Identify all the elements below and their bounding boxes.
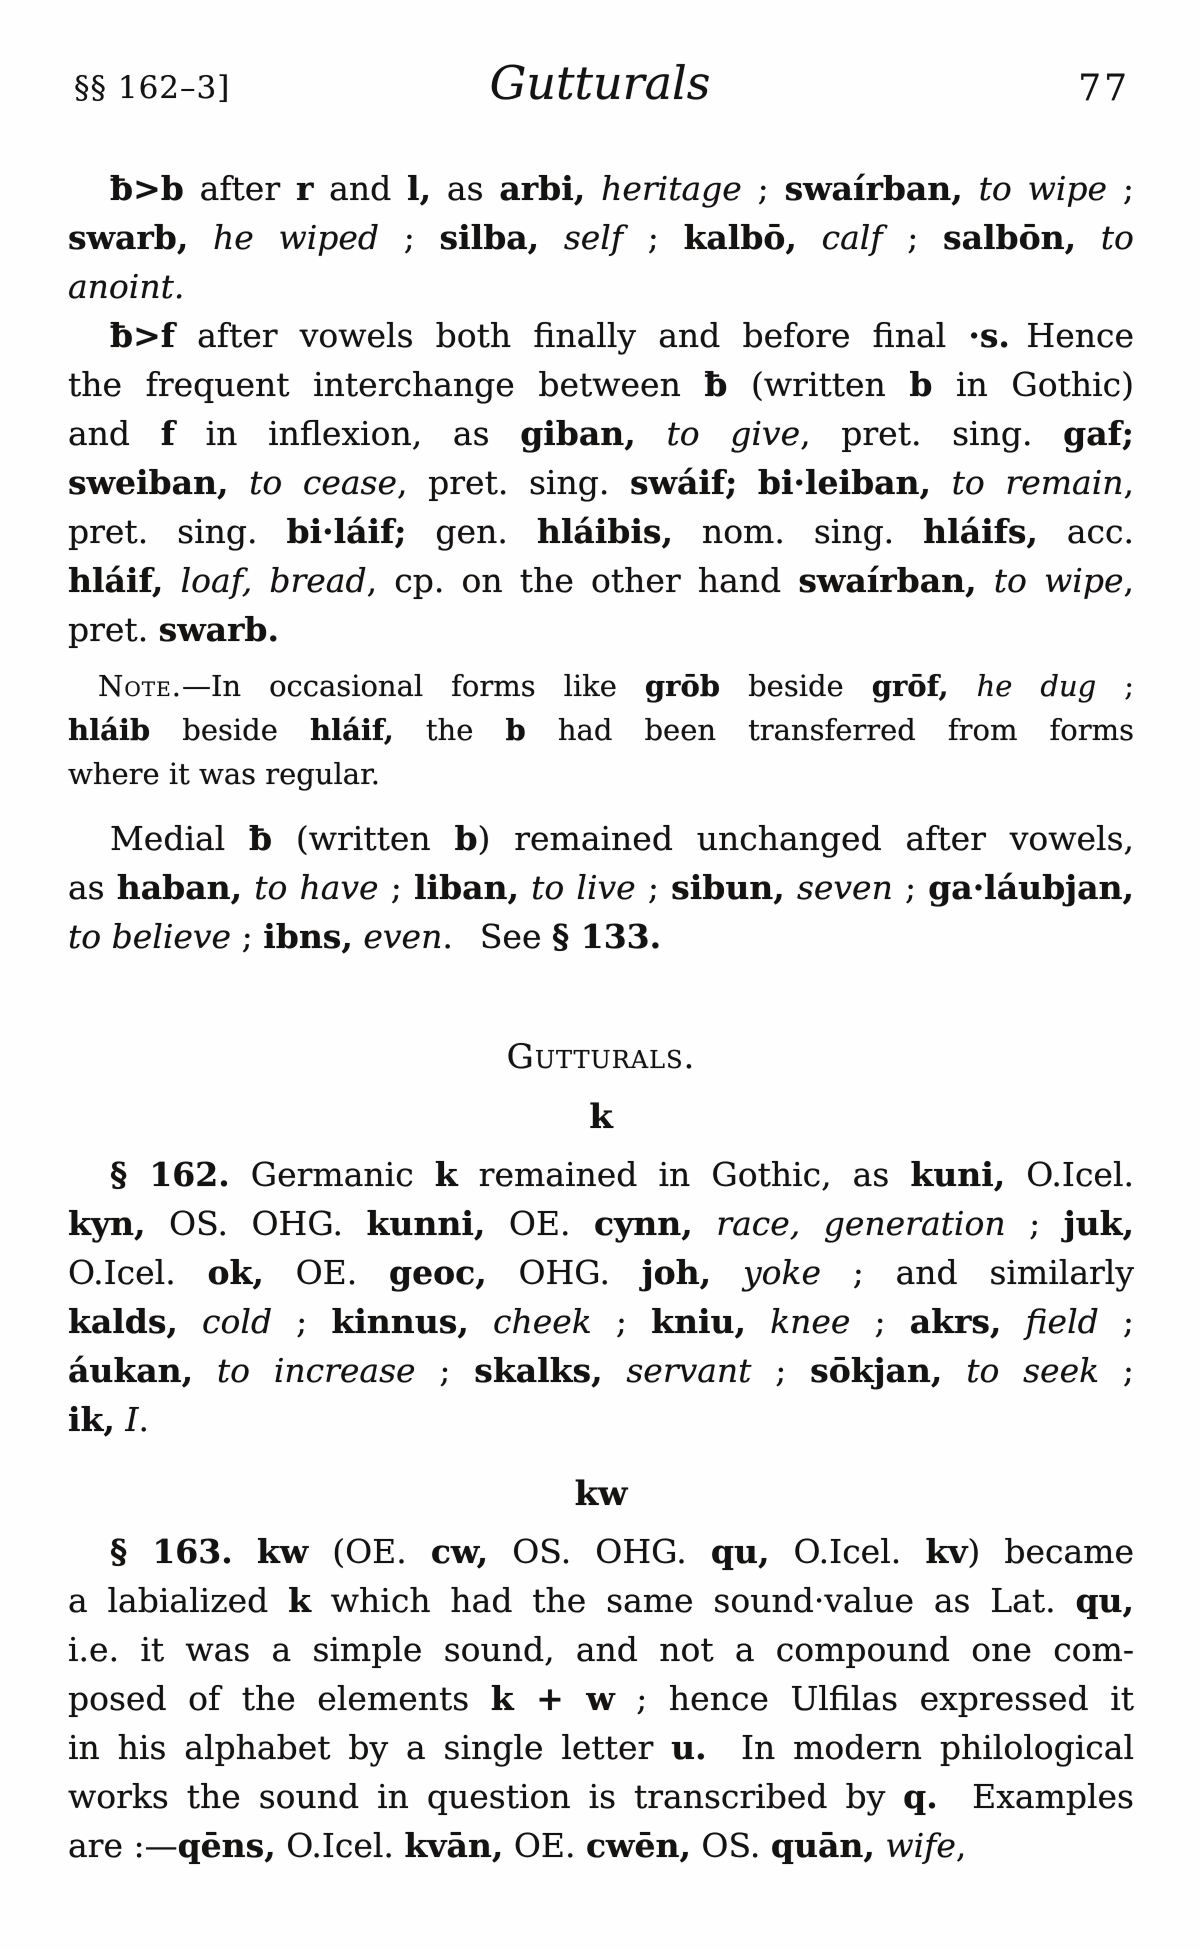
text-segment: posed of the elements bbox=[68, 1679, 491, 1718]
text-segment: beside bbox=[150, 713, 310, 747]
text-segment: ; bbox=[378, 868, 414, 907]
text-segment: ; bbox=[591, 1302, 652, 1341]
text-segment: OS. OHG. bbox=[145, 1204, 367, 1243]
text-segment: juk, bbox=[1063, 1204, 1134, 1243]
text-segment: b bbox=[505, 713, 526, 747]
text-segment: after bbox=[183, 169, 296, 208]
text-segment: ; bbox=[635, 868, 672, 907]
text-segment bbox=[242, 868, 254, 907]
text-segment: skalks, bbox=[474, 1351, 603, 1390]
text-line bbox=[68, 1033, 1134, 1082]
text-segment: nom. sing. bbox=[672, 512, 924, 551]
text-segment bbox=[737, 463, 758, 502]
text-segment: OE. bbox=[485, 1204, 595, 1243]
text-segment: hláib bbox=[68, 713, 151, 747]
page-header bbox=[0, 56, 1200, 114]
text-segment: to believe bbox=[68, 917, 232, 956]
text-segment: ; bbox=[741, 169, 785, 208]
text-segment bbox=[603, 1351, 627, 1390]
text-line bbox=[68, 1297, 1134, 1346]
text-segment: ; bbox=[751, 1351, 811, 1390]
text-segment: swáif; bbox=[629, 463, 738, 502]
text-line bbox=[68, 814, 1134, 863]
paragraph-163 bbox=[68, 1527, 1134, 1870]
text-segment: sweiban, bbox=[68, 463, 229, 502]
text-segment: ; hence Ulfilas expressed it bbox=[614, 1679, 1135, 1718]
text-segment bbox=[228, 463, 249, 502]
text-segment: ; bbox=[415, 1351, 475, 1390]
text-segment: to increase bbox=[216, 1351, 416, 1390]
text-segment: acc. bbox=[1037, 512, 1135, 551]
text-line bbox=[68, 1470, 1134, 1519]
text-segment: as bbox=[68, 868, 117, 907]
text-segment: O.Icel. bbox=[68, 1253, 208, 1292]
text-segment: calf bbox=[821, 218, 883, 257]
section-heading-gutturals bbox=[68, 1033, 1134, 1082]
text-segment bbox=[1076, 218, 1101, 257]
text-segment bbox=[949, 669, 977, 703]
text-segment: , pret. sing. bbox=[397, 463, 630, 502]
text-segment: ; bbox=[892, 868, 929, 907]
text-segment: joh, bbox=[641, 1253, 712, 1292]
text-segment: arbi, bbox=[499, 169, 586, 208]
text-segment: pret. sing. bbox=[68, 512, 287, 551]
text-segment bbox=[519, 868, 531, 907]
text-line bbox=[68, 262, 1134, 311]
text-segment: kalbō, bbox=[683, 218, 797, 257]
text-segment: field bbox=[1025, 1302, 1099, 1341]
text-segment: . bbox=[138, 1400, 149, 1439]
text-segment: Germanic bbox=[229, 1155, 435, 1194]
text-line bbox=[68, 556, 1134, 605]
text-segment: cwēn, bbox=[585, 1826, 691, 1865]
text-line bbox=[68, 1772, 1134, 1821]
text-segment: ga·láubjan, bbox=[928, 868, 1134, 907]
text-segment: yoke bbox=[742, 1253, 821, 1292]
text-line bbox=[68, 1150, 1134, 1199]
text-segment: ; bbox=[1096, 669, 1135, 703]
text-segment: sibun, bbox=[671, 868, 785, 907]
text-line bbox=[68, 164, 1134, 213]
text-segment: hláibis, bbox=[536, 512, 673, 551]
text-line bbox=[68, 708, 1134, 752]
text-segment: kw bbox=[574, 1474, 628, 1514]
text-segment: ƀ bbox=[704, 365, 728, 404]
text-segment: a labialized bbox=[68, 1581, 289, 1620]
text-segment: akrs, bbox=[909, 1302, 1002, 1341]
text-segment: ; bbox=[379, 218, 440, 257]
text-segment: kvān, bbox=[404, 1826, 504, 1865]
text-segment bbox=[193, 1351, 217, 1390]
text-segment: ; bbox=[623, 218, 684, 257]
text-line bbox=[68, 1821, 1134, 1870]
text-segment: O.Icel. bbox=[275, 1826, 405, 1865]
text-segment: cold bbox=[202, 1302, 273, 1341]
text-segment: anoint. bbox=[68, 267, 185, 306]
text-segment: and bbox=[313, 169, 408, 208]
text-segment: to bbox=[1100, 218, 1134, 257]
text-segment: OHG. bbox=[486, 1253, 642, 1292]
text-segment: qēns, bbox=[177, 1826, 276, 1865]
text-line bbox=[68, 507, 1134, 556]
text-segment: bi·leiban, bbox=[757, 463, 932, 502]
text-segment: ) remained unchanged after vowels, bbox=[477, 819, 1135, 858]
text-segment bbox=[188, 218, 213, 257]
page-content bbox=[0, 164, 1200, 1870]
subheading-kw bbox=[68, 1470, 1134, 1519]
text-segment: k bbox=[589, 1097, 613, 1137]
text-segment: grōf, bbox=[871, 669, 949, 703]
text-segment bbox=[693, 1204, 717, 1243]
text-segment bbox=[178, 1302, 202, 1341]
text-segment: bi·láif; bbox=[286, 512, 407, 551]
text-line bbox=[68, 213, 1134, 262]
text-segment: Note. bbox=[98, 669, 182, 703]
text-segment: heritage bbox=[601, 169, 742, 208]
text-segment bbox=[875, 1826, 886, 1865]
text-segment: loaf, bread bbox=[180, 561, 367, 600]
text-segment: l, bbox=[407, 169, 432, 208]
text-segment: swaírban, bbox=[784, 169, 963, 208]
text-segment bbox=[746, 1302, 770, 1341]
text-line bbox=[68, 1625, 1134, 1674]
text-segment: to give bbox=[666, 414, 801, 453]
text-segment: kunni, bbox=[366, 1204, 486, 1243]
text-line bbox=[68, 863, 1134, 912]
text-segment: to remain bbox=[951, 463, 1124, 502]
text-segment bbox=[115, 1400, 126, 1439]
text-segment: O.Icel. bbox=[769, 1532, 926, 1571]
text-segment: k bbox=[288, 1581, 311, 1620]
text-segment: had been transferred from forms bbox=[525, 713, 1134, 747]
text-segment: OE. bbox=[503, 1826, 586, 1865]
text-segment: kinnus, bbox=[331, 1302, 469, 1341]
text-segment: the frequent interchange between bbox=[68, 365, 705, 404]
text-segment: (OE. bbox=[308, 1532, 431, 1571]
text-segment: the bbox=[393, 713, 506, 747]
text-segment: sōkjan, bbox=[810, 1351, 943, 1390]
text-segment: (written bbox=[727, 365, 910, 404]
text-segment: Hence bbox=[1009, 316, 1134, 355]
text-segment: ·s. bbox=[968, 316, 1010, 355]
paragraph-162 bbox=[68, 1150, 1134, 1444]
text-segment: he wiped bbox=[213, 218, 380, 257]
text-segment: swaírban, bbox=[798, 561, 977, 600]
text-segment bbox=[163, 561, 180, 600]
text-segment: § 163. bbox=[110, 1532, 233, 1571]
text-segment: ƀ>b bbox=[110, 169, 184, 208]
text-segment: salbōn, bbox=[943, 218, 1077, 257]
text-segment: ; bbox=[1005, 1204, 1064, 1243]
text-segment: after vowels both finally and before final bbox=[174, 316, 969, 355]
text-segment: are :— bbox=[68, 1826, 178, 1865]
section-range: §§ 162–3] bbox=[74, 70, 231, 106]
text-segment: , cp. on the other hand bbox=[366, 561, 799, 600]
text-segment: liban, bbox=[414, 868, 520, 907]
text-segment bbox=[585, 169, 601, 208]
text-line bbox=[68, 1576, 1134, 1625]
text-segment: OE. bbox=[263, 1253, 390, 1292]
text-segment: servant bbox=[626, 1351, 752, 1390]
text-segment: in inflexion, as bbox=[174, 414, 521, 453]
text-line bbox=[68, 605, 1134, 654]
text-line bbox=[68, 311, 1134, 360]
text-segment: kw bbox=[256, 1532, 309, 1571]
text-segment: race, generation bbox=[716, 1204, 1006, 1243]
text-segment: in Gothic) bbox=[932, 365, 1134, 404]
text-segment: he dug bbox=[976, 669, 1097, 703]
text-segment: grōb bbox=[644, 669, 721, 703]
text-segment bbox=[353, 917, 364, 956]
text-segment: ; bbox=[882, 218, 944, 257]
text-segment: ok, bbox=[207, 1253, 264, 1292]
text-segment: OS. bbox=[690, 1826, 771, 1865]
text-segment: pret. bbox=[68, 610, 159, 649]
text-line bbox=[68, 752, 1134, 796]
text-segment: ; bbox=[272, 1302, 332, 1341]
text-segment: ) became bbox=[967, 1532, 1134, 1571]
text-segment: Gutturals. bbox=[506, 1037, 696, 1077]
text-segment: O.Icel. bbox=[1005, 1155, 1134, 1194]
text-segment bbox=[636, 414, 667, 453]
text-segment: kyn, bbox=[68, 1204, 146, 1243]
text-line bbox=[68, 360, 1134, 409]
text-line bbox=[68, 1199, 1134, 1248]
text-segment: I bbox=[125, 1400, 139, 1439]
text-segment: r bbox=[295, 169, 314, 208]
text-segment: even bbox=[363, 917, 443, 956]
paragraph-b-to-b bbox=[68, 164, 1134, 311]
text-segment bbox=[539, 218, 564, 257]
text-segment: ; bbox=[1107, 169, 1135, 208]
text-segment: kuni, bbox=[910, 1155, 1006, 1194]
text-segment: hláif, bbox=[309, 713, 394, 747]
text-segment: ; and similarly bbox=[820, 1253, 1134, 1292]
text-segment: in his alphabet by a single letter bbox=[68, 1728, 672, 1767]
text-segment: hláif, bbox=[68, 561, 164, 600]
text-segment bbox=[233, 1532, 257, 1571]
text-segment: ik, bbox=[68, 1400, 115, 1439]
text-segment: ƀ bbox=[249, 819, 273, 858]
text-line bbox=[68, 1395, 1134, 1444]
text-segment: u. bbox=[671, 1728, 707, 1767]
text-segment: (written bbox=[272, 819, 455, 858]
text-segment: works the sound in question is transcribed by bbox=[68, 1777, 904, 1816]
text-line bbox=[68, 409, 1134, 458]
text-segment: , pret. sing. bbox=[800, 414, 1064, 453]
text-segment: OS. OHG. bbox=[488, 1532, 711, 1571]
text-line bbox=[68, 1346, 1134, 1395]
text-line bbox=[68, 664, 1134, 708]
text-segment: Examples bbox=[937, 1777, 1134, 1816]
text-segment: haban, bbox=[116, 868, 243, 907]
text-segment: where it was regular. bbox=[68, 757, 380, 791]
text-segment: ibns, bbox=[263, 917, 353, 956]
text-segment: gen. bbox=[406, 512, 537, 551]
text-segment: silba, bbox=[439, 218, 540, 257]
text-segment: self bbox=[563, 218, 624, 257]
text-segment bbox=[931, 463, 952, 502]
text-segment: i.e. it was a simple sound, and not a compound one com- bbox=[68, 1630, 1134, 1669]
text-segment: Medial bbox=[110, 819, 250, 858]
text-segment bbox=[963, 169, 979, 208]
text-segment: wife bbox=[885, 1826, 956, 1865]
text-segment: remained in Gothic, as bbox=[457, 1155, 911, 1194]
text-segment: as bbox=[431, 169, 500, 208]
text-segment: —In occasional forms like bbox=[181, 669, 645, 703]
text-segment: kniu, bbox=[651, 1302, 746, 1341]
text-line bbox=[68, 1093, 1134, 1142]
text-segment: qu, bbox=[710, 1532, 770, 1571]
text-segment: qu, bbox=[1075, 1581, 1135, 1620]
note-paragraph bbox=[68, 664, 1134, 796]
text-segment: which had the same sound·value as Lat. bbox=[310, 1581, 1076, 1620]
text-segment: beside bbox=[720, 669, 872, 703]
text-segment: f bbox=[160, 414, 175, 453]
text-segment bbox=[469, 1302, 493, 1341]
text-segment: seven bbox=[796, 868, 893, 907]
text-segment: . See bbox=[442, 917, 552, 956]
text-segment: geoc, bbox=[389, 1253, 487, 1292]
text-line bbox=[68, 1674, 1134, 1723]
text-line bbox=[68, 1527, 1134, 1576]
text-segment: k bbox=[434, 1155, 458, 1194]
text-segment bbox=[711, 1253, 743, 1292]
paragraph-medial-b bbox=[68, 814, 1134, 961]
page-number: 77 bbox=[1078, 68, 1130, 109]
text-segment: ; bbox=[850, 1302, 910, 1341]
text-segment: to live bbox=[531, 868, 636, 907]
text-segment: and bbox=[68, 414, 161, 453]
text-segment: § 133. bbox=[551, 917, 662, 956]
text-segment: to wipe bbox=[978, 169, 1108, 208]
text-segment: to cease bbox=[249, 463, 398, 502]
text-segment bbox=[1001, 1302, 1025, 1341]
text-segment bbox=[785, 868, 797, 907]
text-segment: cheek bbox=[492, 1302, 592, 1341]
text-segment: kalds, bbox=[68, 1302, 178, 1341]
text-segment bbox=[797, 218, 822, 257]
text-segment bbox=[977, 561, 994, 600]
text-segment: giban, bbox=[520, 414, 636, 453]
text-segment: gaf; bbox=[1063, 414, 1134, 453]
text-line bbox=[68, 458, 1134, 507]
text-segment: ƀ>f bbox=[110, 316, 175, 355]
text-segment: , bbox=[955, 1826, 967, 1865]
text-segment: k + w bbox=[490, 1679, 615, 1718]
running-title: Gutturals bbox=[489, 56, 711, 110]
text-segment: kv bbox=[925, 1532, 968, 1571]
text-segment: hláifs, bbox=[923, 512, 1038, 551]
subheading-k bbox=[68, 1093, 1134, 1142]
text-segment: b bbox=[454, 819, 478, 858]
text-segment: ; bbox=[1098, 1302, 1134, 1341]
text-segment: swarb, bbox=[68, 218, 189, 257]
text-segment: swarb. bbox=[158, 610, 279, 649]
text-segment: , bbox=[1123, 561, 1134, 600]
text-segment: ; bbox=[1099, 1351, 1135, 1390]
paragraph-b-to-f bbox=[68, 311, 1134, 654]
text-line bbox=[68, 1248, 1134, 1297]
text-segment: q. bbox=[903, 1777, 938, 1816]
text-segment bbox=[942, 1351, 966, 1390]
text-segment: In modern philological bbox=[706, 1728, 1135, 1767]
text-segment: áukan, bbox=[68, 1351, 194, 1390]
text-segment: ; bbox=[231, 917, 264, 956]
text-line bbox=[68, 1723, 1134, 1772]
text-segment: cw, bbox=[430, 1532, 489, 1571]
text-segment: , bbox=[1123, 463, 1134, 502]
text-segment: knee bbox=[770, 1302, 851, 1341]
text-segment: to have bbox=[254, 868, 379, 907]
text-segment: to wipe bbox=[993, 561, 1124, 600]
text-segment: quān, bbox=[770, 1826, 875, 1865]
text-segment: b bbox=[909, 365, 933, 404]
text-segment: cynn, bbox=[594, 1204, 693, 1243]
text-line bbox=[68, 912, 1134, 961]
text-segment: § 162. bbox=[110, 1155, 230, 1194]
text-segment: to seek bbox=[966, 1351, 1100, 1390]
